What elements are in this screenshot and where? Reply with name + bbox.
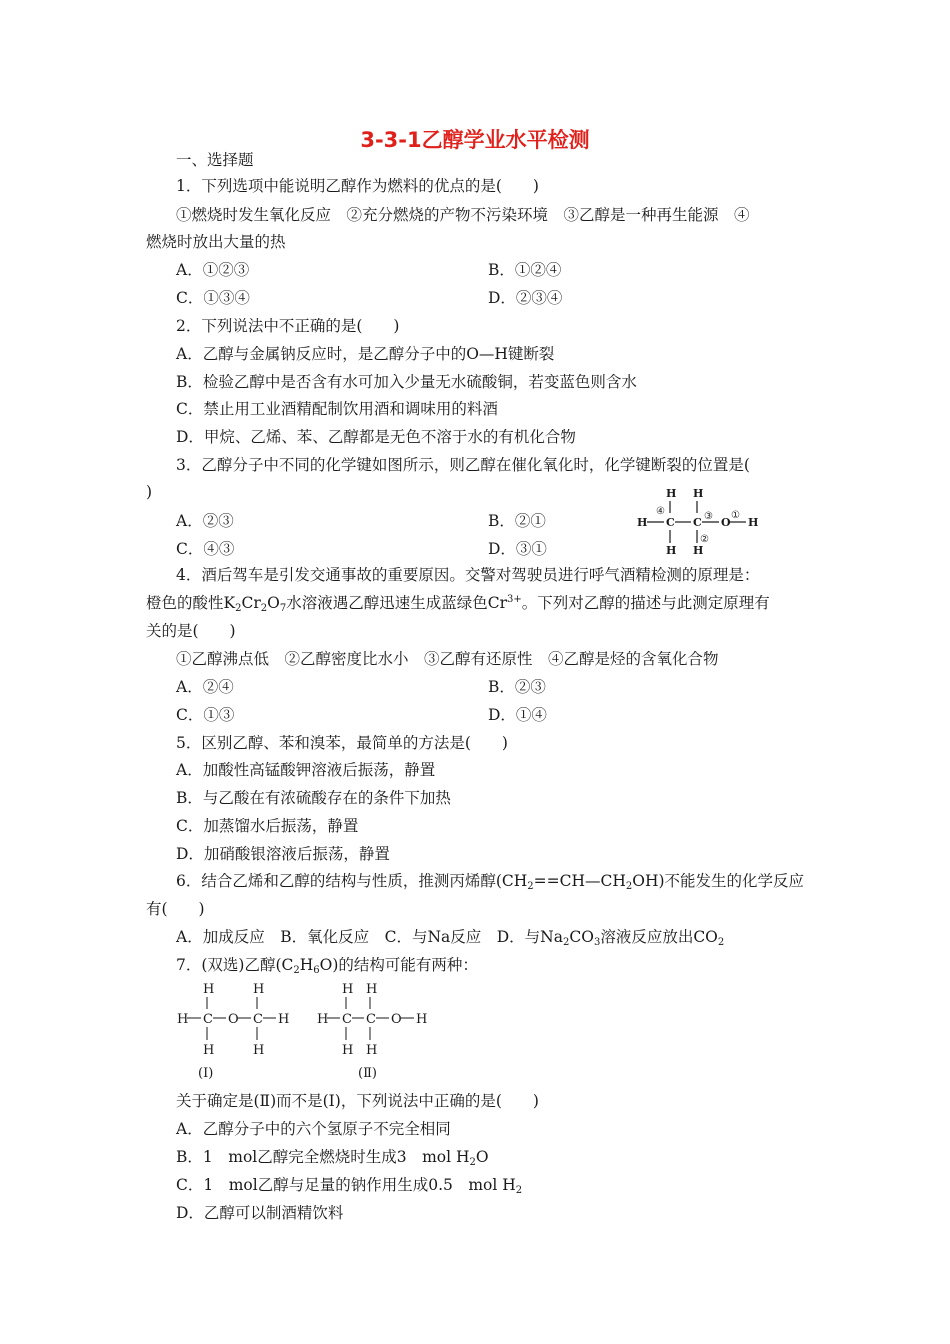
q2-option-d: D．甲烷、乙烯、苯、乙醇都是无色不溶于水的有机化合物: [176, 428, 576, 446]
svg-text:C: C: [666, 516, 675, 529]
q1-option-a: A．①②③: [176, 261, 250, 279]
q3-option-b: B．②①: [488, 512, 546, 530]
q1-option-b: B．①②④: [488, 261, 562, 279]
svg-text:H: H: [177, 1012, 189, 1027]
ethanol-bond-figure: [632, 482, 762, 562]
svg-text:H: H: [748, 516, 759, 529]
q5-option-a: A．加酸性高锰酸钾溶液后振荡，静置: [176, 761, 436, 779]
svg-text:H: H: [666, 544, 677, 557]
q4-option-b: B．②③: [488, 678, 546, 696]
svg-text:(Ⅰ): (Ⅰ): [198, 1066, 214, 1081]
svg-text:C: C: [693, 516, 702, 529]
q1-stem: 1．下列选项中能说明乙醇作为燃料的优点的是( ): [176, 177, 539, 195]
q3-option-d: D．③①: [488, 540, 547, 558]
svg-text:H: H: [317, 1012, 329, 1027]
svg-text:O: O: [228, 1012, 239, 1027]
svg-text:C: C: [203, 1012, 213, 1027]
q2-option-a: A．乙醇与金属钠反应时，是乙醇分子中的O—H键断裂: [176, 345, 555, 363]
q6-stem-cont: 有( ): [146, 900, 205, 918]
svg-text:④: ④: [656, 506, 665, 517]
q2-stem: 2．下列说法中不正确的是( ): [176, 317, 400, 335]
q3-option-a: A．②③: [176, 512, 234, 530]
q2-option-b: B．检验乙醇中是否含有水可加入少量无水硫酸铜，若变蓝色则含水: [176, 373, 637, 391]
q7-question: 关于确定是(Ⅱ)而不是(Ⅰ)，下列说法中正确的是( ): [176, 1092, 539, 1110]
q7-option-d: D．乙醇可以制酒精饮料: [176, 1204, 344, 1222]
svg-text:H: H: [203, 982, 215, 997]
q4-stem-cont: 橙色的酸性$K_2Cr_2O_7$水溶液遇乙醇迅速生成蓝绿色$Cr^{3+}$。下列对乙醇的描述与此测定原理有: [146, 594, 770, 614]
q7-option-c: C．1 mol乙醇与足量的钠作用生成0.5 mol $H_2$: [176, 1176, 523, 1196]
section-heading: 一、选择题: [176, 151, 254, 169]
q5-option-c: C．加蒸馏水后振荡，静置: [176, 817, 359, 835]
q2-option-c: C．禁止用工业酒精配制饮用酒和调味用的料酒: [176, 400, 498, 418]
svg-text:H: H: [203, 1043, 215, 1058]
svg-text:C: C: [342, 1012, 352, 1027]
svg-text:O: O: [391, 1012, 402, 1027]
q6-stem: 6．结合乙烯和乙醇的结构与性质，推测丙烯醇$(CH_2==CH—CH_2OH)$不能发生的化学反应: [176, 872, 805, 892]
svg-text:H: H: [693, 544, 704, 557]
q7-option-b: B．1 mol乙醇完全燃烧时生成3 mol $H_2O$: [176, 1148, 489, 1168]
q1-option-d: D．②③④: [488, 289, 563, 307]
svg-text:H: H: [342, 1043, 354, 1058]
svg-text:③: ③: [704, 511, 713, 522]
svg-text:H: H: [366, 1043, 378, 1058]
q4-option-c: C．①③: [176, 706, 235, 724]
q3-option-c: C．④③: [176, 540, 235, 558]
q7-stem: 7．(双选)乙醇$(C_2H_6O)$的结构可能有两种：: [176, 956, 478, 976]
svg-text:C: C: [253, 1012, 263, 1027]
svg-text:C: C: [366, 1012, 376, 1027]
q4-items: ①乙醇沸点低 ②乙醇密度比水小 ③乙醇有还原性 ④乙醇是烃的含氧化合物: [176, 650, 719, 668]
structure-diagrams: [168, 976, 448, 1084]
q1-option-c: C．①③④: [176, 289, 250, 307]
q5-option-d: D．加硝酸银溶液后振荡，静置: [176, 845, 390, 863]
q3-stem-cont: ): [146, 483, 153, 501]
svg-text:②: ②: [700, 534, 709, 545]
q6-options: A．加成反应 B．氧化反应 C．与Na反应 D．与$Na_2CO_3$溶液反应放出$CO_2$: [176, 928, 725, 948]
svg-text:H: H: [637, 516, 648, 529]
q3-stem: 3．乙醇分子中不同的化学键如图所示，则乙醇在催化氧化时，化学键断裂的位置是(: [176, 456, 750, 474]
svg-text:H: H: [416, 1012, 428, 1027]
q4-stem: 4．酒后驾车是引发交通事故的重要原因。交警对驾驶员进行呼气酒精检测的原理是：: [176, 566, 760, 584]
svg-text:H: H: [666, 487, 677, 500]
q1-items: ①燃烧时发生氧化反应 ②充分燃烧的产物不污染环境 ③乙醇是一种再生能源 ④: [176, 206, 750, 224]
q5-stem: 5．区别乙醇、苯和溴苯，最简单的方法是( ): [176, 734, 508, 752]
page-title: 3-3-1乙醇学业水平检测: [360, 128, 590, 152]
q5-option-b: B．与乙酸在有浓硫酸存在的条件下加热: [176, 789, 451, 807]
svg-text:H: H: [366, 982, 378, 997]
svg-text:O: O: [721, 516, 731, 529]
svg-text:H: H: [693, 487, 704, 500]
svg-text:H: H: [278, 1012, 290, 1027]
svg-text:(Ⅱ): (Ⅱ): [358, 1066, 377, 1081]
q4-option-d: D．①④: [488, 706, 547, 724]
svg-text:①: ①: [731, 510, 740, 521]
q7-option-a: A．乙醇分子中的六个氢原子不完全相同: [176, 1120, 451, 1138]
q1-items-cont: 燃烧时放出大量的热: [146, 233, 286, 251]
q4-option-a: A．②④: [176, 678, 234, 696]
svg-text:H: H: [253, 1043, 265, 1058]
q4-stem-end: 关的是( ): [146, 622, 236, 640]
svg-text:H: H: [253, 982, 265, 997]
svg-text:H: H: [342, 982, 354, 997]
